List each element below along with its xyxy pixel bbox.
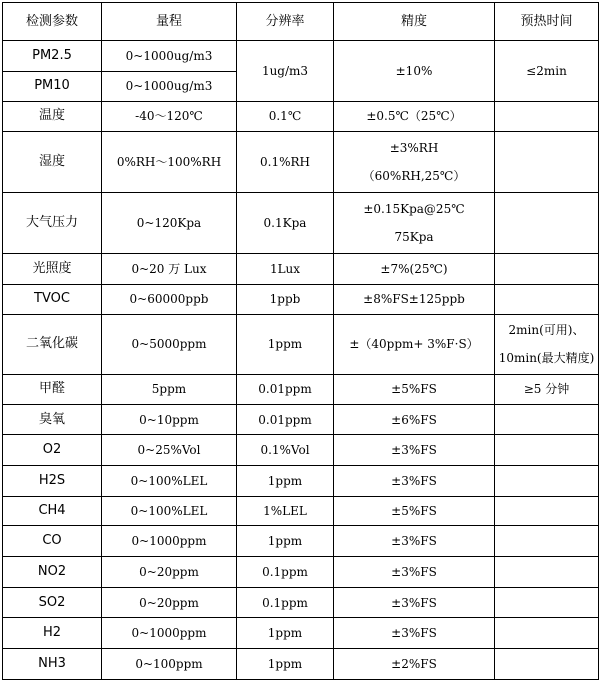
resolution-cell: 0.1℃ <box>237 101 334 131</box>
accuracy-cell: ±5%FS <box>334 374 495 404</box>
param-cell: 二氧化碳 <box>3 314 102 374</box>
table-row <box>3 618 599 648</box>
warmup-cell: ≤2min <box>495 41 599 102</box>
param-cell: PM10 <box>3 72 102 101</box>
table-row <box>3 404 599 434</box>
warmup-cell <box>495 496 599 525</box>
resolution-cell: 1ug/m3 <box>237 41 334 102</box>
header-row <box>3 3 599 41</box>
range-cell: 5ppm <box>102 374 237 404</box>
accuracy-cell: ±3%FS <box>334 465 495 496</box>
table-row <box>3 435 599 465</box>
resolution-cell: 0.1%Vol <box>237 435 334 465</box>
range-cell: 0~20ppm <box>102 587 237 617</box>
warmup-cell <box>495 435 599 465</box>
resolution-cell: 0.1Kpa <box>237 192 334 254</box>
warmup-cell <box>495 192 599 254</box>
accuracy-line: ±0.15Kpa@25℃ <box>363 201 465 216</box>
param-cell: H2 <box>3 618 102 648</box>
resolution-cell: 0.01ppm <box>237 404 334 434</box>
resolution-cell: 1Lux <box>237 254 334 284</box>
accuracy-cell <box>334 131 495 192</box>
resolution-cell: 0.1ppm <box>237 587 334 617</box>
resolution-cell: 1ppb <box>237 284 334 314</box>
param-cell: H2S <box>3 465 102 496</box>
accuracy-cell: ±（40ppm+ 3%F·S） <box>334 314 495 374</box>
table-row <box>3 314 599 374</box>
param-cell: 湿度 <box>3 131 102 192</box>
table-row <box>3 526 599 556</box>
table-row <box>3 374 599 404</box>
header-warmup: 预热时间 <box>495 3 599 41</box>
table-row <box>3 101 599 131</box>
range-cell: 0~1000ppm <box>102 526 237 556</box>
table-row <box>3 465 599 496</box>
param-cell: O2 <box>3 435 102 465</box>
range-cell: 0~20 万 Lux <box>102 254 237 284</box>
warmup-line: 10min(最大精度) <box>498 351 595 366</box>
range-cell: 0~25%Vol <box>102 435 237 465</box>
range-cell: 0%RH～100%RH <box>102 131 237 192</box>
table-row <box>3 648 599 679</box>
range-cell: 0~60000ppb <box>102 284 237 314</box>
accuracy-cell: ±3%FS <box>334 526 495 556</box>
param-cell: SO2 <box>3 587 102 617</box>
range-cell: 0~100ppm <box>102 648 237 679</box>
resolution-cell: 0.1ppm <box>237 556 334 587</box>
param-cell: TVOC <box>3 284 102 314</box>
range-cell: 0~120Kpa <box>102 192 237 254</box>
warmup-cell <box>495 131 599 192</box>
accuracy-cell: ±0.5℃（25℃） <box>334 101 495 131</box>
warmup-cell <box>495 587 599 617</box>
resolution-cell: 0.1%RH <box>237 131 334 192</box>
table-row <box>3 192 599 254</box>
accuracy-cell <box>334 192 495 254</box>
param-cell: 臭氧 <box>3 404 102 434</box>
resolution-cell: 1ppm <box>237 314 334 374</box>
resolution-cell: 1ppm <box>237 618 334 648</box>
accuracy-line: 75Kpa <box>394 229 434 244</box>
param-cell: PM2.5 <box>3 41 102 72</box>
range-cell: 0~100%LEL <box>102 496 237 525</box>
accuracy-cell: ±5%FS <box>334 496 495 525</box>
param-cell: CO <box>3 526 102 556</box>
resolution-cell: 1ppm <box>237 526 334 556</box>
range-cell: 0~20ppm <box>102 556 237 587</box>
range-cell: 0~1000ppm <box>102 618 237 648</box>
header-accuracy: 精度 <box>334 3 495 41</box>
accuracy-cell: ±3%FS <box>334 618 495 648</box>
accuracy-cell: ±7%(25℃) <box>334 254 495 284</box>
resolution-cell: 1ppm <box>237 465 334 496</box>
param-cell: 温度 <box>3 101 102 131</box>
warmup-line: 2min(可用)、 <box>508 323 585 338</box>
param-cell: NH3 <box>3 648 102 679</box>
param-cell: 大气压力 <box>3 192 102 254</box>
warmup-cell <box>495 404 599 434</box>
resolution-cell: 0.01ppm <box>237 374 334 404</box>
accuracy-cell: ±3%FS <box>334 556 495 587</box>
range-cell: 0~1000ug/m3 <box>102 72 237 101</box>
header-param: 检测参数 <box>3 3 102 41</box>
warmup-cell <box>495 526 599 556</box>
warmup-cell <box>495 284 599 314</box>
accuracy-cell: ±3%FS <box>334 435 495 465</box>
accuracy-line: ±3%RH <box>389 140 439 155</box>
range-cell: 0~100%LEL <box>102 465 237 496</box>
warmup-cell <box>495 648 599 679</box>
resolution-cell: 1%LEL <box>237 496 334 525</box>
resolution-cell: 1ppm <box>237 648 334 679</box>
accuracy-cell: ±3%FS <box>334 587 495 617</box>
accuracy-line: （60%RH,25℃） <box>362 168 466 183</box>
warmup-cell <box>495 254 599 284</box>
param-cell: 光照度 <box>3 254 102 284</box>
param-cell: 甲醛 <box>3 374 102 404</box>
range-cell: 0~1000ug/m3 <box>102 41 237 72</box>
range-cell: 0~5000ppm <box>102 314 237 374</box>
warmup-cell: ≥5 分钟 <box>495 374 599 404</box>
accuracy-cell: ±6%FS <box>334 404 495 434</box>
table-row <box>3 556 599 587</box>
warmup-cell <box>495 101 599 131</box>
header-range: 量程 <box>102 3 237 41</box>
warmup-cell <box>495 314 599 374</box>
param-cell: NO2 <box>3 556 102 587</box>
warmup-cell <box>495 556 599 587</box>
warmup-cell <box>495 618 599 648</box>
accuracy-cell: ±10% <box>334 41 495 102</box>
sensor-spec-table <box>2 2 599 680</box>
accuracy-cell: ±8%FS±125ppb <box>334 284 495 314</box>
table-row <box>3 41 599 72</box>
header-resolution: 分辨率 <box>237 3 334 41</box>
table-row <box>3 587 599 617</box>
range-cell: 0~10ppm <box>102 404 237 434</box>
table-row <box>3 131 599 192</box>
table-row <box>3 496 599 525</box>
range-cell: -40～120℃ <box>102 101 237 131</box>
accuracy-cell: ±2%FS <box>334 648 495 679</box>
param-cell: CH4 <box>3 496 102 525</box>
warmup-cell <box>495 465 599 496</box>
table-row <box>3 284 599 314</box>
table-row <box>3 254 599 284</box>
